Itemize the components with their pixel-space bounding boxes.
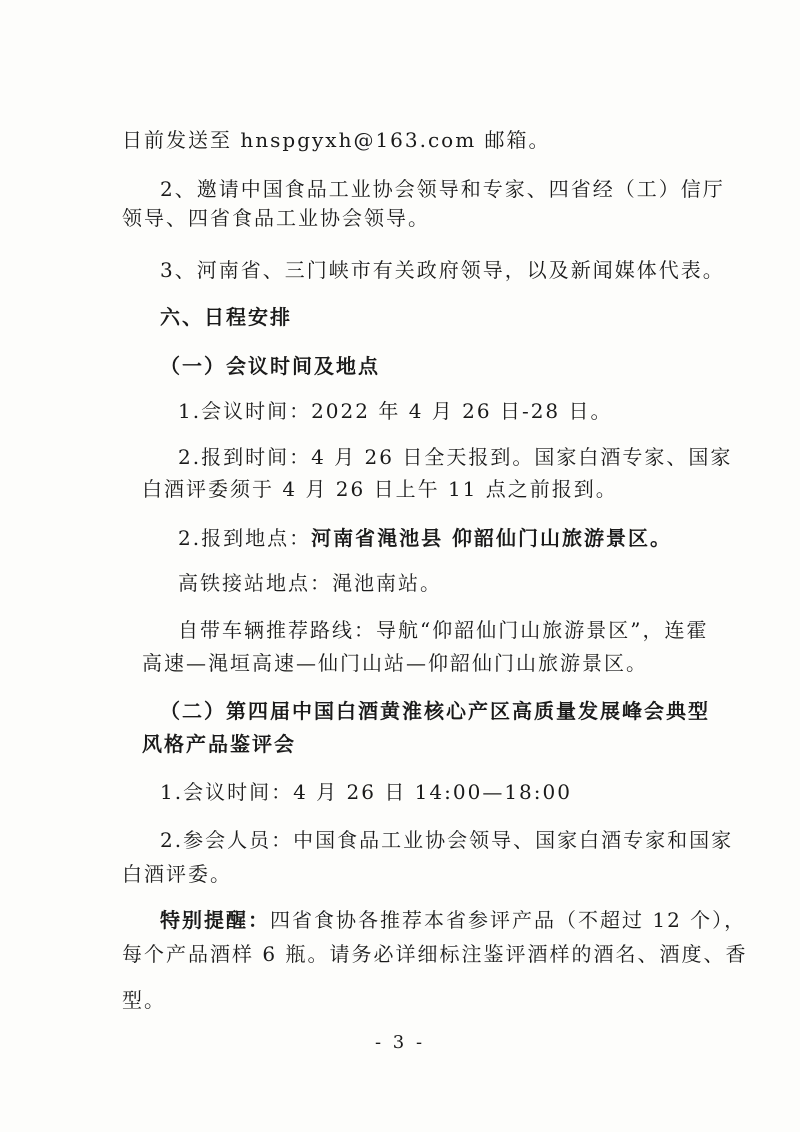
email-address: hnspgyxh@163.com xyxy=(240,128,477,152)
paragraph-line: 1.会议时间：4 月 26 日 14:00—18:00 xyxy=(160,780,572,804)
subsection-heading-cont: 风格产品鉴评会 xyxy=(142,732,296,756)
paragraph-line: 型。 xyxy=(122,988,166,1012)
venue-value: 河南省渑池县 仰韶仙门山旅游景区。 xyxy=(311,526,673,550)
email-line-prefix: 日前发送至 xyxy=(122,128,241,152)
subsection-heading: （一）会议时间及地点 xyxy=(160,354,380,378)
paragraph-line: 高铁接站地点：渑池南站。 xyxy=(178,571,442,595)
venue-label: 2.报到地点： xyxy=(178,526,312,550)
paragraph-line: 领导、四省食品工业协会领导。 xyxy=(122,206,430,230)
section-heading: 六、日程安排 xyxy=(160,305,292,329)
paragraph-line: 2.参会人员：中国食品工业协会领导、国家白酒专家和国家 xyxy=(160,828,734,852)
paragraph-line: 白酒评委。 xyxy=(122,862,232,886)
page-number: - 3 - xyxy=(374,1032,426,1053)
email-line-suffix: 邮箱。 xyxy=(476,128,551,152)
paragraph-line: 自带车辆推荐路线：导航“仰韶仙门山旅游景区”，连霍 xyxy=(178,618,709,642)
venue-line xyxy=(0,524,800,552)
paragraph-line: 白酒评委须于 4 月 26 日上午 11 点之前报到。 xyxy=(142,477,618,501)
paragraph-line: 高速—渑垣高速—仙门山站—仰韶仙门山旅游景区。 xyxy=(142,651,648,675)
email-line xyxy=(0,126,800,154)
subsection-heading: （二）第四届中国白酒黄淮核心产区高质量发展峰会典型 xyxy=(160,699,710,723)
reminder-text: 四省食协各推荐本省参评产品（不超过 12 个）， xyxy=(270,908,747,932)
paragraph-line: 每个产品酒样 6 瓶。请务必详细标注鉴评酒样的酒名、酒度、香 xyxy=(122,942,748,966)
reminder-label: 特别提醒： xyxy=(160,908,270,932)
paragraph-line: 3、河南省、三门峡市有关政府领导，以及新闻媒体代表。 xyxy=(160,258,725,282)
paragraph-line: 2.报到时间：4 月 26 日全天报到。国家白酒专家、国家 xyxy=(178,445,733,469)
paragraph-line: 1.会议时间：2022 年 4 月 26 日-28 日。 xyxy=(178,399,613,423)
paragraph-line: 2、邀请中国食品工业协会领导和专家、四省经（工）信厅 xyxy=(160,177,725,201)
reminder-line xyxy=(0,906,800,934)
